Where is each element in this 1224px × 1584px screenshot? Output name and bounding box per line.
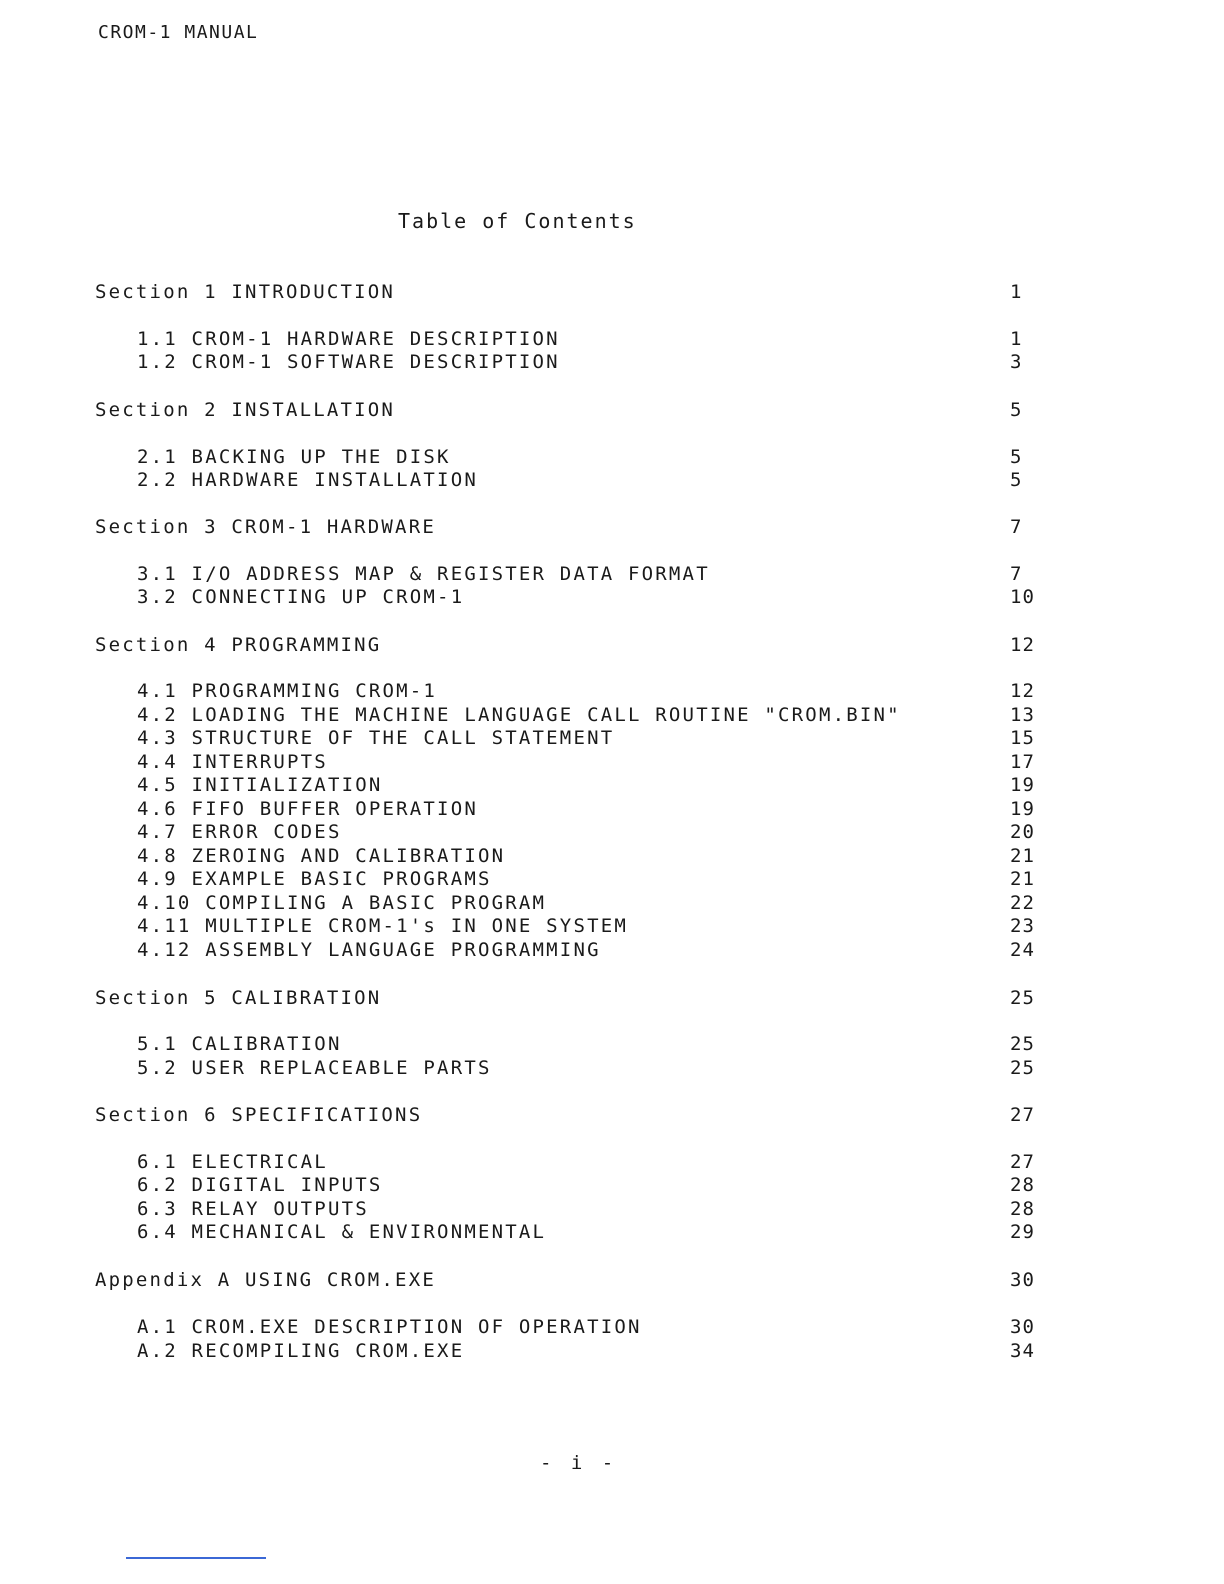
toc-subsection-title: 6.1 ELECTRICAL [137, 1151, 328, 1173]
toc-subsection-title: 4.4 INTERRUPTS [137, 751, 328, 773]
toc-section-title: Section 1 INTRODUCTION [95, 281, 396, 303]
toc-section-title: Section 2 INSTALLATION [95, 399, 396, 421]
toc-page-number: 22 [1010, 892, 1035, 914]
running-header: CROM-1 MANUAL [98, 22, 259, 43]
toc-page-number: 30 [1010, 1269, 1035, 1291]
toc-page-number: 1 [1010, 281, 1023, 303]
toc-subsection-title: 4.10 COMPILING A BASIC PROGRAM [137, 892, 547, 914]
toc-page-number: 19 [1010, 798, 1035, 820]
toc-page-number: 21 [1010, 868, 1035, 890]
toc-page-number: 10 [1010, 586, 1035, 608]
toc-page-number: 3 [1010, 351, 1023, 373]
toc-section-title: Section 5 CALIBRATION [95, 987, 382, 1009]
toc-subsection-title: 3.1 I/O ADDRESS MAP & REGISTER DATA FORMAT [137, 563, 710, 585]
toc-page-number: 7 [1010, 516, 1023, 538]
toc-subsection-title: A.2 RECOMPILING CROM.EXE [137, 1340, 465, 1362]
toc-page-number: 27 [1010, 1104, 1035, 1126]
toc-subsection-title: 6.2 DIGITAL INPUTS [137, 1174, 383, 1196]
toc-subsection-title: 4.5 INITIALIZATION [137, 774, 383, 796]
toc-subsection-title: 4.6 FIFO BUFFER OPERATION [137, 798, 478, 820]
toc-subsection-title: 1.2 CROM-1 SOFTWARE DESCRIPTION [137, 351, 560, 373]
toc-page-number: 12 [1010, 634, 1035, 656]
toc-subsection-title: 5.1 CALIBRATION [137, 1033, 342, 1055]
toc-page-number: 28 [1010, 1198, 1035, 1220]
toc-subsection-title: 1.1 CROM-1 HARDWARE DESCRIPTION [137, 328, 560, 350]
toc-subsection-title: 4.9 EXAMPLE BASIC PROGRAMS [137, 868, 492, 890]
toc-page-number: 25 [1010, 1057, 1035, 1079]
toc-subsection-title: 4.7 ERROR CODES [137, 821, 342, 843]
toc-subsection-title: 4.12 ASSEMBLY LANGUAGE PROGRAMMING [137, 939, 601, 961]
toc-page-number: 15 [1010, 727, 1035, 749]
toc-subsection-title: 5.2 USER REPLACEABLE PARTS [137, 1057, 492, 1079]
toc-page-number: 1 [1010, 328, 1023, 350]
toc-subsection-title: 4.8 ZEROING AND CALIBRATION [137, 845, 506, 867]
toc-section-title: Appendix A USING CROM.EXE [95, 1269, 436, 1291]
toc-page-number: 34 [1010, 1340, 1035, 1362]
toc-page-number: 13 [1010, 704, 1035, 726]
toc-subsection-title: A.1 CROM.EXE DESCRIPTION OF OPERATION [137, 1316, 642, 1338]
toc-section-title: Section 3 CROM-1 HARDWARE [95, 516, 436, 538]
toc-page-number: 20 [1010, 821, 1035, 843]
toc-page-number: 29 [1010, 1221, 1035, 1243]
page-number: - i - [540, 1452, 618, 1474]
toc-page-number: 27 [1010, 1151, 1035, 1173]
toc-page-number: 25 [1010, 1033, 1035, 1055]
toc-page-number: 28 [1010, 1174, 1035, 1196]
toc-subsection-title: 4.3 STRUCTURE OF THE CALL STATEMENT [137, 727, 615, 749]
toc-section-title: Section 4 PROGRAMMING [95, 634, 382, 656]
toc-subsection-title: 6.4 MECHANICAL & ENVIRONMENTAL [137, 1221, 547, 1243]
toc-page-number: 24 [1010, 939, 1035, 961]
toc-page-number: 21 [1010, 845, 1035, 867]
toc-title: Table of Contents [398, 209, 637, 233]
toc-section-title: Section 6 SPECIFICATIONS [95, 1104, 423, 1126]
toc-page-number: 17 [1010, 751, 1035, 773]
toc-page-number: 30 [1010, 1316, 1035, 1338]
toc-subsection-title: 4.1 PROGRAMMING CROM-1 [137, 680, 438, 702]
toc-page-number: 5 [1010, 446, 1023, 468]
footer-rule [126, 1557, 266, 1559]
toc-subsection-title: 4.2 LOADING THE MACHINE LANGUAGE CALL ROUTINE "CROM.BIN" [137, 704, 901, 726]
toc-page-number: 23 [1010, 915, 1035, 937]
toc-page-number: 12 [1010, 680, 1035, 702]
toc-page-number: 5 [1010, 469, 1023, 491]
toc-page-number: 19 [1010, 774, 1035, 796]
toc-page-number: 25 [1010, 987, 1035, 1009]
toc-subsection-title: 3.2 CONNECTING UP CROM-1 [137, 586, 465, 608]
toc-subsection-title: 2.2 HARDWARE INSTALLATION [137, 469, 478, 491]
toc-subsection-title: 2.1 BACKING UP THE DISK [137, 446, 451, 468]
toc-page-number: 7 [1010, 563, 1023, 585]
toc-subsection-title: 6.3 RELAY OUTPUTS [137, 1198, 369, 1220]
toc-page-number: 5 [1010, 399, 1023, 421]
toc-subsection-title: 4.11 MULTIPLE CROM-1's IN ONE SYSTEM [137, 915, 629, 937]
